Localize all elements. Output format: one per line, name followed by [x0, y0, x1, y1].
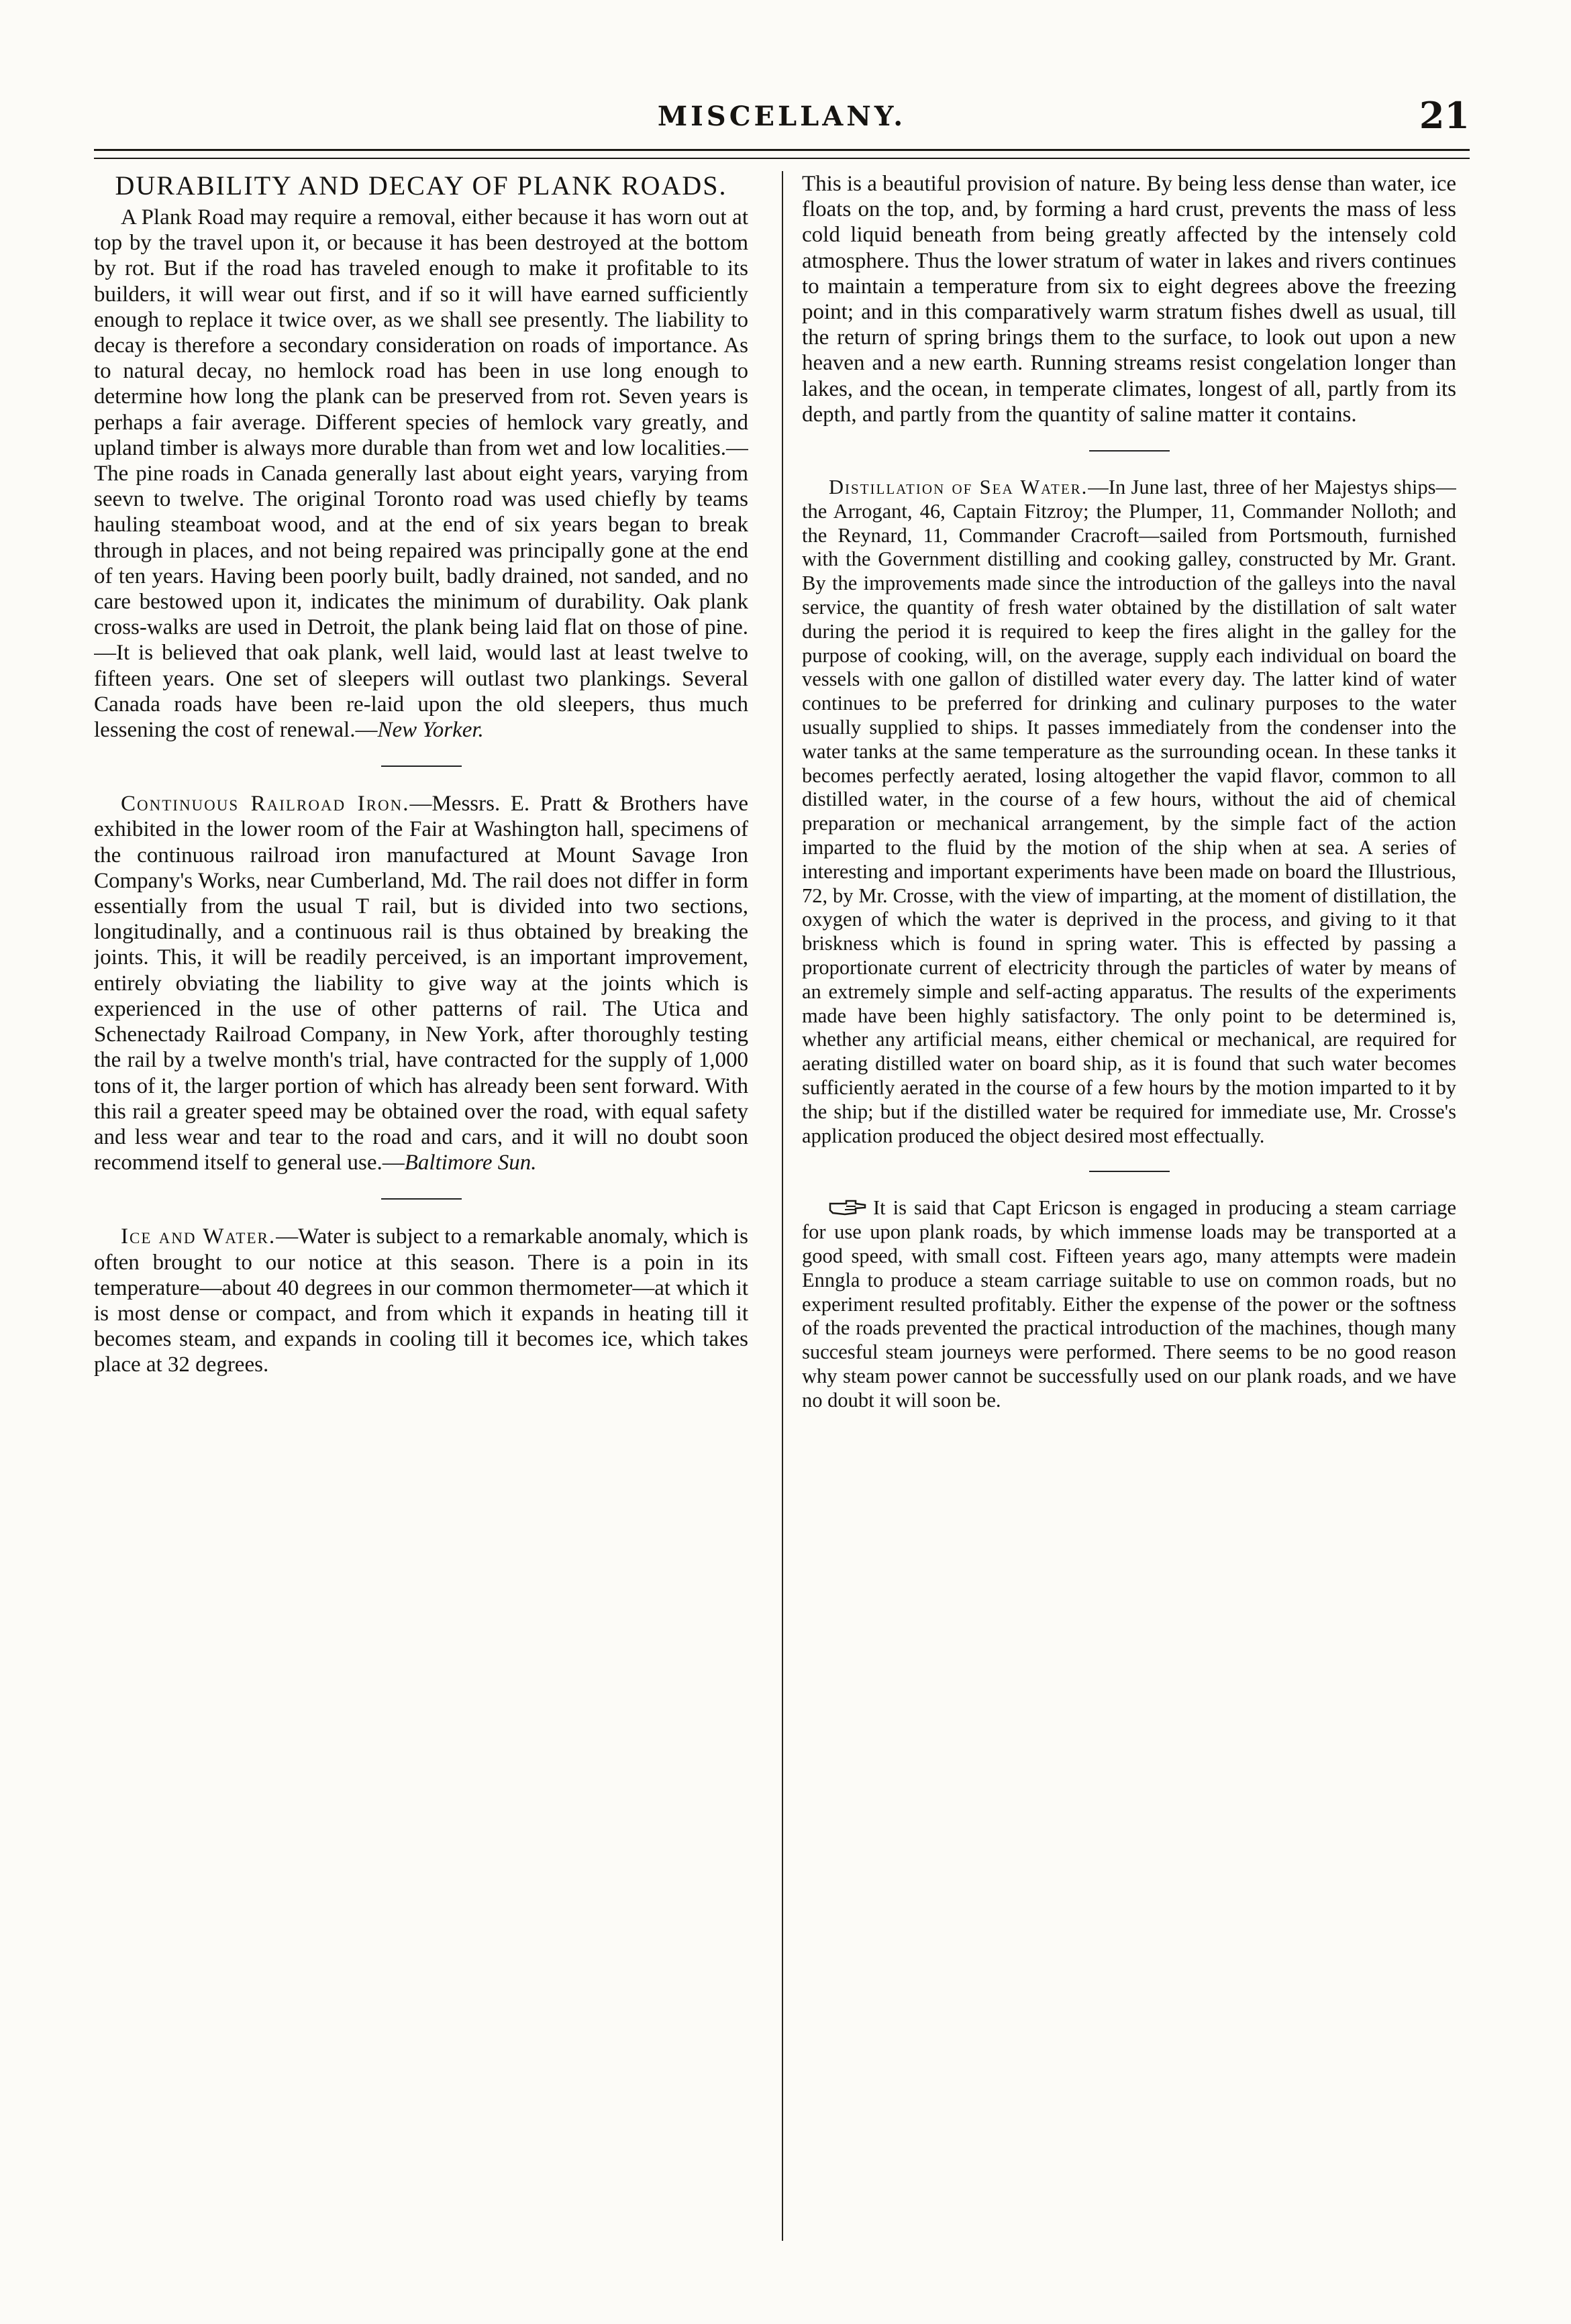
section-divider [381, 765, 462, 767]
left-column [94, 171, 748, 2264]
article-body [802, 476, 1456, 1148]
article-body [94, 205, 748, 743]
railroad-iron-text: —Messrs. E. Pratt & Brothers have exhibited in the lower room of the Fair at Washington hall, specimens of the continuous railroad iron manufactured at Mount Savage Iron Company's Works, near Cumberland, Md. The rail does not differ in form essentially from the usual T rail, but is divided into two sections, longitudinally, and a continuous rail is thus obtained by breaking the joints. This, it will be readily perceived, is an important improvement, entirely obviating the liability to give way at the joints which is experienced in the use of other patterns of rail. The Utica and Schenectady Railroad Company, in New York, after thoroughly testing the rail by a twelve month's trial, have contracted for the supply of 1,000 tons of it, the larger portion of which has already been sent forward. With this rail a greater speed may be obtained over the road, with equal safety and less wear and tear to the road and cars, and it will no doubt soon recommend itself to general use.— [94, 792, 748, 1175]
column-rule [782, 171, 783, 2241]
section-divider [381, 1198, 462, 1200]
running-title: MISCELLANY. [657, 101, 907, 132]
source-credit: New Yorker. [377, 718, 484, 743]
article-body [94, 1224, 748, 1377]
article-lead: Distillation of Sea Water. [829, 476, 1088, 499]
article-title: DURABILITY AND DECAY OF PLANK ROADS. [115, 171, 727, 201]
page-header [94, 94, 1470, 154]
right-column [802, 171, 1456, 2264]
pointing-hand-icon [829, 1197, 866, 1217]
section-divider [1089, 1171, 1170, 1172]
page-number: 21 [1419, 94, 1470, 137]
source-credit: Baltimore Sun. [404, 1151, 537, 1175]
steam-carriage-text: It is said that Capt Ericson is engaged in producing a steam carriage for use upon plank roads, by which immense loads may be transported at a good speed, with small cost. Fifteen years ago, many attempts were madein Enngla to produce a steam carriage suitable to use on common roads, but no experiment resulted profitably. Either the expense of the power or the softness of the roads prevented the practical introduction of the machines, though many succesful steam journeys were performed. There seems to be no good reason why steam power cannot be successfully used on our plank roads, and we have no doubt it will soon be. [802, 1196, 1456, 1412]
distillation-text: —In June last, three of her Majestys ships—the Arrogant, 46, Captain Fitzroy; the Plumper, 11, Commander Nolloth; and the Reynard, 11, Commander Cracroft—sailed from Portsmouth, furnished with the Government distilling and cooking galley, constructed by Mr. Grant. By the improvements made since the introduction of the galleys into the naval service, the quantity of fresh water obtained by the distillation of salt water during the period it is required to keep the fires alight in the galley for the purpose of cooking, will, on the average, supply each individual on board the vessels with one gallon of distilled water every day. The latter kind of water continues to be preferred for drinking and culinary purposes to the water usually supplied to ships. It passes immediately from the condenser into the water tanks at the same temperature as the surrounding ocean. In these tanks it becomes perfectly aerated, losing altogether the vapid flavor, common to all distilled water, in the course of a few hours, without the aid of chemical preparation or mechanical arrangement, by the simple fact of the action imparted to the fluid by the motion of the ship when at sea. A series of interesting and important experiments have been made on board the Illustrious, 72, by Mr. Crosse, with the view of imparting, at the moment of distillation, the oxygen of which the water is deprived in the process, and giving to it that briskness which is found in spring water. This is effected by passing a proportionate current of electricity through the particles of water by means of an extremely simple and self-acting apparatus. The results of the experiments made have been highly satisfactory. The only point to be determined is, whether any artificial means, either chemical or mechanical, are required for aerating distilled water on board ship, as it is found that such water becomes sufficiently aerated in the course of a few hours by the motion imparted to it by the ship; but if the distilled water be required for immediate use, Mr. Crosse's application produced the object desired most effectually. [802, 476, 1456, 1147]
article-lead: Ice and Water. [121, 1224, 276, 1249]
article-body [94, 791, 748, 1175]
plank-roads-text: A Plank Road may require a removal, either because it has worn out at top by the travel upon it, or because it has been destroyed at the bottom by rot. But if the road has traveled enough to make it profitable to its builders, it will wear out first, and if so it will have earned sufficiently enough to replace it twice over, as we shall see presently. The liability to decay is therefore a secondary consideration on roads of importance. As to natural decay, no hemlock road has been in use long enough to determine how long the plank can be preserved from rot. Seven years is perhaps a fair average. Different species of hemlock vary greatly, and upland timber is always more durable than from wet and low localities.—The pine roads in Canada generally last about eight years, varying from seevn to twelve. The original Toronto road was used chiefly by teams hauling steamboat wood, and at the end of six years began to break through in places, and not being repaired was principally gone at the end of ten years. Having been poorly built, badly drained, not sanded, and no care bestowed upon it, indicates the minimum of durability. Oak plank cross-walks are used in Detroit, the plank being laid flat on those of pine.—It is believed that oak plank, well laid, would last at least twelve to fifteen years. One set of sleepers will outlast two plankings. Several Canada roads have been re-laid upon the old sleepers, thus much lessening the cost of renewal.— [94, 205, 748, 743]
article-body [802, 1196, 1456, 1412]
ice-water-text: —Water is subject to a remarkable anomaly, which is often brought to our notice at this season. There is a poin in its temperature—about 40 degrees in our common thermometer—at which it is most dense or compact, and from which it expands in heating till it becomes steam, and expands in cooling till it becomes ice, which takes place at 32 degrees. [94, 1224, 748, 1377]
article-continuation: This is a beautiful provision of nature. By being less dense than water, ice floats on the top, and, by forming a hard crust, prevents the mass of less cold liquid beneath from being greatly affected by the intensely cold atmosphere. Thus the lower stratum of water in lakes and rivers continues to maintain a temperature from six to eight degrees above the freezing point; and in this comparatively warm stratum fishes dwell as usual, till the return of spring brings them to the surface, to look out upon a new heaven and a new earth. Running streams resist congelation longer than lakes, and the ocean, in temperate climates, longest of all, partly from its depth, and partly from the quantity of saline matter it contains. [802, 172, 1456, 427]
article-lead: Continuous Railroad Iron. [121, 792, 410, 816]
section-divider [1089, 450, 1170, 452]
header-rule [94, 149, 1470, 159]
